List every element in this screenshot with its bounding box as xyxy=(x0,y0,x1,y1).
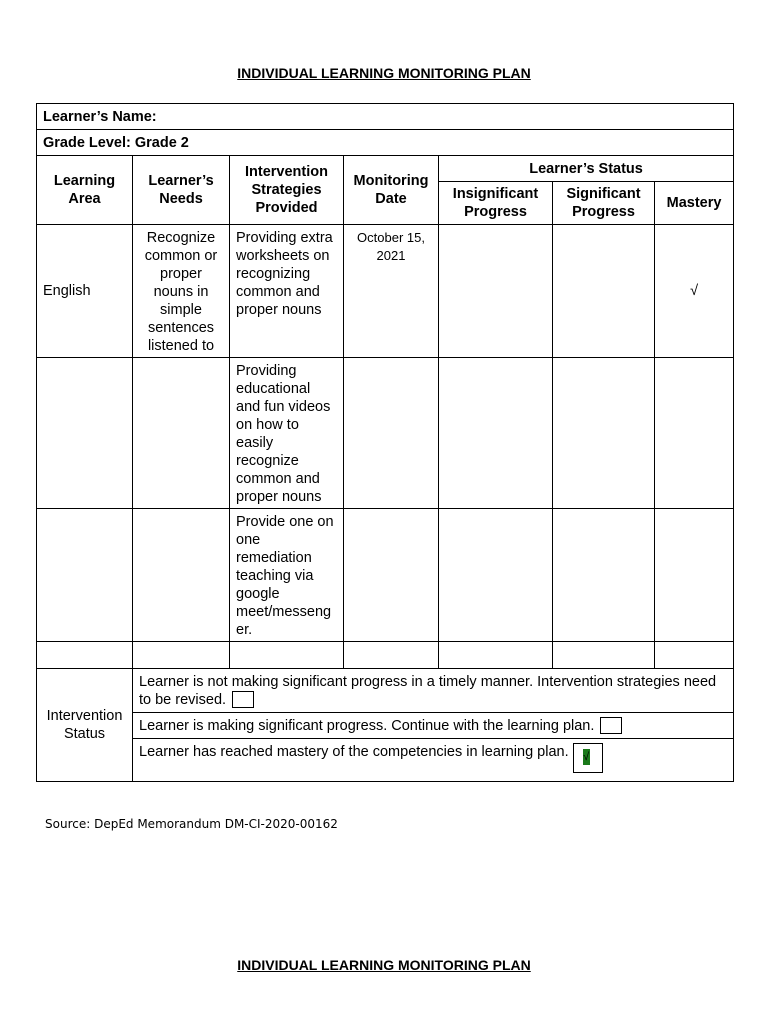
row-1-significant-cell xyxy=(553,225,655,358)
empty-cell xyxy=(553,642,655,669)
row-3-mastery-cell xyxy=(655,509,734,642)
grade-level-label: Grade Level: Grade 2 xyxy=(37,130,734,156)
source-note: Source: DepEd Memorandum DM-CI-2020-00162 xyxy=(45,817,338,831)
empty-cell xyxy=(439,642,553,669)
row-2-intervention-strategy: Providing educational and fun videos on how to easily recognize common and proper nouns xyxy=(230,358,344,509)
row-2-insignificant-cell xyxy=(439,358,553,509)
row-1-monitoring-date: October 15, 2021 xyxy=(344,225,439,358)
row-2-learners-needs xyxy=(133,358,230,509)
header-insignificant-progress: Insignificant Progress xyxy=(439,182,553,225)
row-2-learning-area xyxy=(37,358,133,509)
row-3-monitoring-date xyxy=(344,509,439,642)
row-1-mastery-check: √ xyxy=(655,225,734,358)
status-option-continue-text: Learner is making significant progress. Continue with the learning plan. xyxy=(139,717,595,734)
header-monitoring-date: Monitoring Date xyxy=(344,156,439,225)
document-title-repeat: INDIVIDUAL LEARNING MONITORING PLAN xyxy=(237,957,531,973)
row-1-intervention-strategy: Providing extra worksheets on recognizing common and proper nouns xyxy=(230,225,344,358)
empty-cell xyxy=(344,642,439,669)
row-2-significant-cell xyxy=(553,358,655,509)
empty-cell xyxy=(655,642,734,669)
header-mastery: Mastery xyxy=(655,182,734,225)
header-significant-progress: Significant Progress xyxy=(553,182,655,225)
status-continue-checkbox[interactable] xyxy=(600,717,622,734)
status-option-revise xyxy=(133,669,734,713)
row-2-monitoring-date xyxy=(344,358,439,509)
check-mark-icon: √ xyxy=(583,751,590,763)
status-option-continue xyxy=(133,713,734,739)
row-3-learners-needs xyxy=(133,509,230,642)
status-option-revise-text: Learner is not making significant progress in a timely manner. Intervention strategies need to be revised. xyxy=(139,673,717,708)
row-3-insignificant-cell xyxy=(439,509,553,642)
document-title: INDIVIDUAL LEARNING MONITORING PLAN xyxy=(237,65,531,81)
monitoring-plan-table xyxy=(36,103,734,782)
intervention-status-label: Intervention Status xyxy=(37,669,133,782)
row-3-learning-area xyxy=(37,509,133,642)
learner-name-label: Learner’s Name: xyxy=(37,104,734,130)
header-intervention-strategies: Intervention Strategies Provided xyxy=(230,156,344,225)
status-option-mastery-text: Learner has reached mastery of the competencies in learning plan. xyxy=(139,744,569,760)
row-1-learners-needs: Recognize common or proper nouns in simple sentences listened to xyxy=(133,225,230,358)
empty-cell xyxy=(133,642,230,669)
row-2-mastery-cell xyxy=(655,358,734,509)
header-learning-area: Learning Area xyxy=(37,156,133,225)
empty-cell xyxy=(230,642,344,669)
status-option-mastery xyxy=(133,739,734,782)
header-learners-needs: Learner’s Needs xyxy=(133,156,230,225)
status-revise-checkbox[interactable] xyxy=(232,691,254,708)
row-1-learning-area: English xyxy=(37,225,133,358)
header-learners-status: Learner’s Status xyxy=(439,156,734,182)
row-1-insignificant-cell xyxy=(439,225,553,358)
row-3-significant-cell xyxy=(553,509,655,642)
status-mastery-checkbox[interactable] xyxy=(573,743,603,773)
row-3-intervention-strategy: Provide one on one remediation teaching via google meet/messeng er. xyxy=(230,509,344,642)
empty-cell xyxy=(37,642,133,669)
